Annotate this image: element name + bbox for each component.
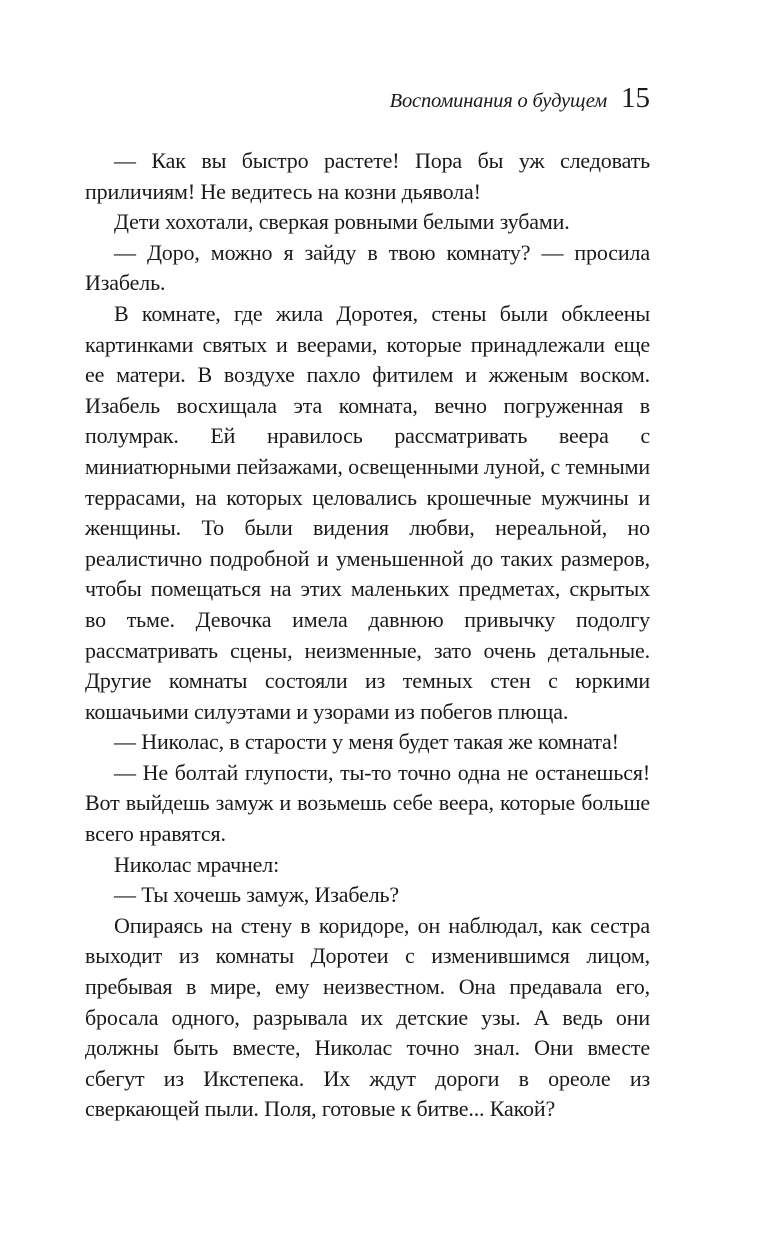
paragraph: Опираясь на стену в коридоре, он наблюдал, как сестра выходит из комнаты Доротеи с изменившимся лицом, пребывая в мире, ему неизвестном. Она предавала его, бросала одного, разрывала их детские узы. А ведь они должны быть вместе, Николас точно знал. Они вместе сбегут из Икстепека. Их ждут дороги в ореоле из сверкающей пыли. Поля, готовые к битве... Какой? — [85, 912, 650, 1122]
paragraph: Дети хохотали, сверкая ровными белыми зубами. — [114, 209, 570, 235]
running-head — [85, 84, 650, 124]
paragraph: — Как вы быстро растете! Пора бы уж следовать приличиям! Не ведитесь на козни дьявола! — [85, 148, 650, 204]
running-title: Воспоминания о будущем — [389, 90, 607, 112]
paragraph: — Доро, можно я зайду в твою комнату? — просила Изабель. — [85, 239, 650, 296]
paragraph: — Не болтай глупости, ты-то точно одна не останешься! Вот выйдешь замуж и возьмешь себе веера, которые больше всего нравятся. — [85, 759, 650, 847]
book-page — [85, 84, 650, 1125]
paragraph: В комнате, где жила Доротея, стены были обклеены картинками святых и веерами, которые принадлежали еще ее матери. В воздухе пахло фитилем и жженым воском. Изабель восхищала эта комната, вечно погруженная в полумрак. Ей нравилось рассматривать веера с миниатюрными пейзажами, освещенными луной, с темными террасами, на которых целовались крошечные мужчины и женщины. То были видения любви, нереальной, но реалистично подробной и уменьшенной до таких размеров, чтобы помещаться на этих маленьких предметах, скрытых во тьме. Девочка имела давнюю привычку подолгу рассматривать сцены, неизменные, зато очень детальные. Другие комнаты состояли из темных стен с юркими кошачьими силуэтами и узорами из побегов плюща. — [85, 300, 650, 724]
paragraph: — Николас, в старости у меня будет такая же комната! — [114, 729, 619, 755]
paragraph: — Ты хочешь замуж, Изабель? — [114, 882, 400, 908]
body-text — [85, 146, 650, 1125]
paragraph: Николас мрачнел: — [114, 851, 280, 877]
page-number: 15 — [621, 82, 650, 114]
